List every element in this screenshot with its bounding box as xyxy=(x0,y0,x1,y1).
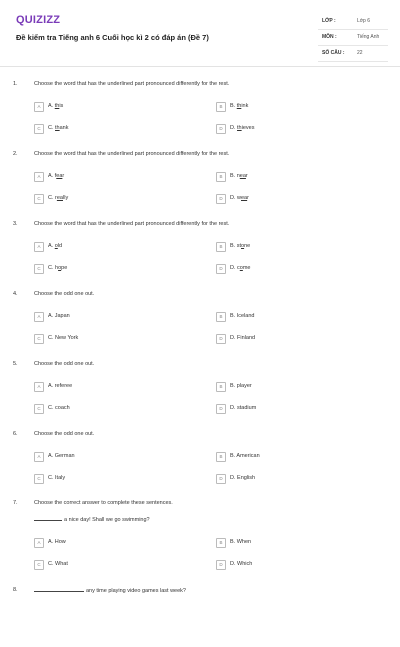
option-letter-box[interactable]: A xyxy=(34,452,44,462)
option-text-part: C. What xyxy=(48,561,68,567)
option-text xyxy=(230,103,248,109)
question-number: 5. xyxy=(13,361,18,367)
option-text-part: ld xyxy=(57,243,63,249)
option-text-part: lly xyxy=(63,195,69,201)
option-text-part: A. xyxy=(48,243,55,249)
underlined-sound: th xyxy=(54,103,60,109)
option-letter-box[interactable]: D xyxy=(216,404,226,414)
option-text-part: r xyxy=(62,173,65,179)
underlined-sound: ea xyxy=(56,173,63,179)
underlined-sound: ea xyxy=(239,173,246,179)
option-letter-box[interactable]: A xyxy=(34,102,44,112)
meta-value: 22 xyxy=(357,50,363,56)
question-number: 1. xyxy=(13,81,18,87)
option-letter-box[interactable]: D xyxy=(216,194,226,204)
question-number: 2. xyxy=(13,151,18,157)
question-8 xyxy=(0,587,400,647)
option-letter-box[interactable]: D xyxy=(216,124,226,134)
underlined-sound: th xyxy=(236,103,242,109)
option-text-part: is xyxy=(59,103,64,109)
option-text-part: C. Italy xyxy=(48,475,66,481)
option-text-part: ieves xyxy=(241,125,255,131)
option-text-part: A. How xyxy=(48,539,66,545)
option-text-part: r xyxy=(247,195,249,201)
option-text xyxy=(48,335,78,341)
option-letter-box[interactable]: A xyxy=(34,538,44,548)
option-text-part: D. xyxy=(230,125,238,131)
option-text-part: C. r xyxy=(48,195,57,201)
option-letter-box[interactable]: B xyxy=(216,312,226,322)
option-text xyxy=(230,453,260,459)
question-text: Choose the word that has the underlined part pronounced differently for the rest. xyxy=(34,81,230,87)
meta-row-count xyxy=(318,46,388,62)
option-text xyxy=(230,383,252,389)
option-text-part: C. coach xyxy=(48,405,70,411)
question-2 xyxy=(0,151,400,211)
question-number: 8. xyxy=(13,587,18,593)
option-text-part: B. player xyxy=(230,383,252,389)
answer-blank xyxy=(34,587,84,592)
option-text-part: D. English xyxy=(230,475,256,481)
question-1 xyxy=(0,81,400,141)
question-text: Choose the correct answer to complete these sentences. xyxy=(34,500,173,506)
option-text xyxy=(230,173,248,179)
option-text-part: D. stadium xyxy=(230,405,257,411)
option-text xyxy=(230,475,255,481)
option-letter-box[interactable]: C xyxy=(34,560,44,570)
question-6 xyxy=(0,431,400,491)
option-text-part: D. w xyxy=(230,195,241,201)
option-letter-box[interactable]: B xyxy=(216,538,226,548)
option-text-part: ne xyxy=(244,243,251,249)
option-text xyxy=(230,265,250,271)
option-text-part: ink xyxy=(241,103,249,109)
option-letter-box[interactable]: C xyxy=(34,124,44,134)
underlined-sound: o xyxy=(58,265,62,271)
option-text xyxy=(48,103,63,109)
option-letter-box[interactable]: B xyxy=(216,102,226,112)
question-number: 3. xyxy=(13,221,18,227)
option-letter-box[interactable]: D xyxy=(216,474,226,484)
question-3 xyxy=(0,221,400,281)
underlined-sound: th xyxy=(237,125,242,131)
option-letter-box[interactable]: C xyxy=(34,474,44,484)
option-text-part: A. referee xyxy=(48,383,73,389)
option-letter-box[interactable]: C xyxy=(34,334,44,344)
meta-label: LỚP : xyxy=(322,18,336,24)
underlined-sound: o xyxy=(239,265,243,271)
option-text-part: pe xyxy=(61,265,68,271)
underlined-sound: ea xyxy=(56,195,63,201)
option-text xyxy=(48,383,72,389)
option-text-part: A. Japan xyxy=(48,313,70,319)
option-text-part: B. xyxy=(230,103,237,109)
meta-table xyxy=(318,14,388,62)
option-letter-box[interactable]: A xyxy=(34,242,44,252)
option-text xyxy=(230,313,254,319)
option-text-part: D. Finland xyxy=(230,335,256,341)
option-text-part: D. c xyxy=(230,265,240,271)
question-number: 7. xyxy=(13,500,18,506)
option-text xyxy=(48,405,70,411)
question-text-body: any time playing video games last week? xyxy=(86,588,186,594)
option-text xyxy=(48,173,64,179)
meta-value: Tiếng Anh xyxy=(357,34,380,40)
option-text-part: A. f xyxy=(48,173,57,179)
underlined-sound: o xyxy=(54,243,58,249)
underlined-sound: ea xyxy=(241,195,248,201)
option-letter-box[interactable]: C xyxy=(34,404,44,414)
underlined-sound: th xyxy=(55,125,60,131)
option-letter-box[interactable]: A xyxy=(34,172,44,182)
meta-value: Lớp 6 xyxy=(357,18,371,24)
question-4 xyxy=(0,291,400,351)
option-text xyxy=(48,243,62,249)
option-text xyxy=(48,539,66,545)
question-text: Choose the odd one out. xyxy=(34,361,95,367)
option-text xyxy=(230,195,249,201)
option-text-part: C. xyxy=(48,125,56,131)
question-text: Choose the odd one out. xyxy=(34,431,95,437)
option-text xyxy=(230,335,255,341)
option-text xyxy=(230,125,254,131)
option-text xyxy=(230,405,256,411)
option-text-part: B. n xyxy=(230,173,240,179)
option-text xyxy=(230,561,252,567)
option-letter-box[interactable]: B xyxy=(216,242,226,252)
option-letter-box[interactable]: A xyxy=(34,382,44,392)
option-text-part: A. German xyxy=(48,453,75,459)
option-text xyxy=(48,195,68,201)
meta-row-class xyxy=(318,14,388,30)
option-text-part: B. American xyxy=(230,453,260,459)
option-text xyxy=(48,453,75,459)
option-letter-box[interactable]: B xyxy=(216,452,226,462)
option-text xyxy=(230,539,251,545)
question-sentence xyxy=(34,516,150,523)
question-text: Choose the word that has the underlined part pronounced differently for the rest. xyxy=(34,221,230,227)
question-number: 4. xyxy=(13,291,18,297)
option-letter-box[interactable]: C xyxy=(34,264,44,274)
option-text xyxy=(48,265,67,271)
quizizz-logo: QUIZIZZ xyxy=(16,14,61,26)
meta-row-subject xyxy=(318,30,388,46)
option-letter-box[interactable]: B xyxy=(216,382,226,392)
option-text-part: B. When xyxy=(230,539,252,545)
option-text xyxy=(48,561,68,567)
question-number: 6. xyxy=(13,431,18,437)
question-text: Choose the odd one out. xyxy=(34,291,95,297)
option-text-part: B. st xyxy=(230,243,242,249)
option-letter-box[interactable]: B xyxy=(216,172,226,182)
option-text-part: me xyxy=(242,265,251,271)
question-5 xyxy=(0,361,400,421)
meta-label: SỐ CÂU : xyxy=(322,50,345,56)
question-text: Choose the word that has the underlined part pronounced differently for the rest. xyxy=(34,151,230,157)
option-text-part: C. New York xyxy=(48,335,79,341)
option-text-part: B. Iceland xyxy=(230,313,255,319)
option-letter-box[interactable]: D xyxy=(216,334,226,344)
option-text xyxy=(230,243,250,249)
sentence-text: a nice day! Shall we go swimming? xyxy=(64,517,150,523)
option-letter-box[interactable]: C xyxy=(34,194,44,204)
option-letter-box[interactable]: D xyxy=(216,560,226,570)
option-text-part: A. xyxy=(48,103,55,109)
option-letter-box[interactable]: A xyxy=(34,312,44,322)
option-text xyxy=(48,125,69,131)
option-text-part: C. h xyxy=(48,265,59,271)
option-text xyxy=(48,313,70,319)
meta-label: MÔN : xyxy=(322,34,337,40)
option-text xyxy=(48,475,65,481)
answer-blank xyxy=(34,516,62,521)
underlined-sound: o xyxy=(241,243,245,249)
question-text xyxy=(34,587,186,594)
option-letter-box[interactable]: D xyxy=(216,264,226,274)
option-text-part: ank xyxy=(59,125,69,131)
worksheet-header xyxy=(0,0,400,67)
option-text-part: r xyxy=(245,173,248,179)
question-7 xyxy=(0,500,400,567)
option-text-part: D. Which xyxy=(230,561,253,567)
quiz-title: Đề kiểm tra Tiếng anh 6 Cuối học kì 2 có đáp án (Đề 7) xyxy=(16,33,209,42)
